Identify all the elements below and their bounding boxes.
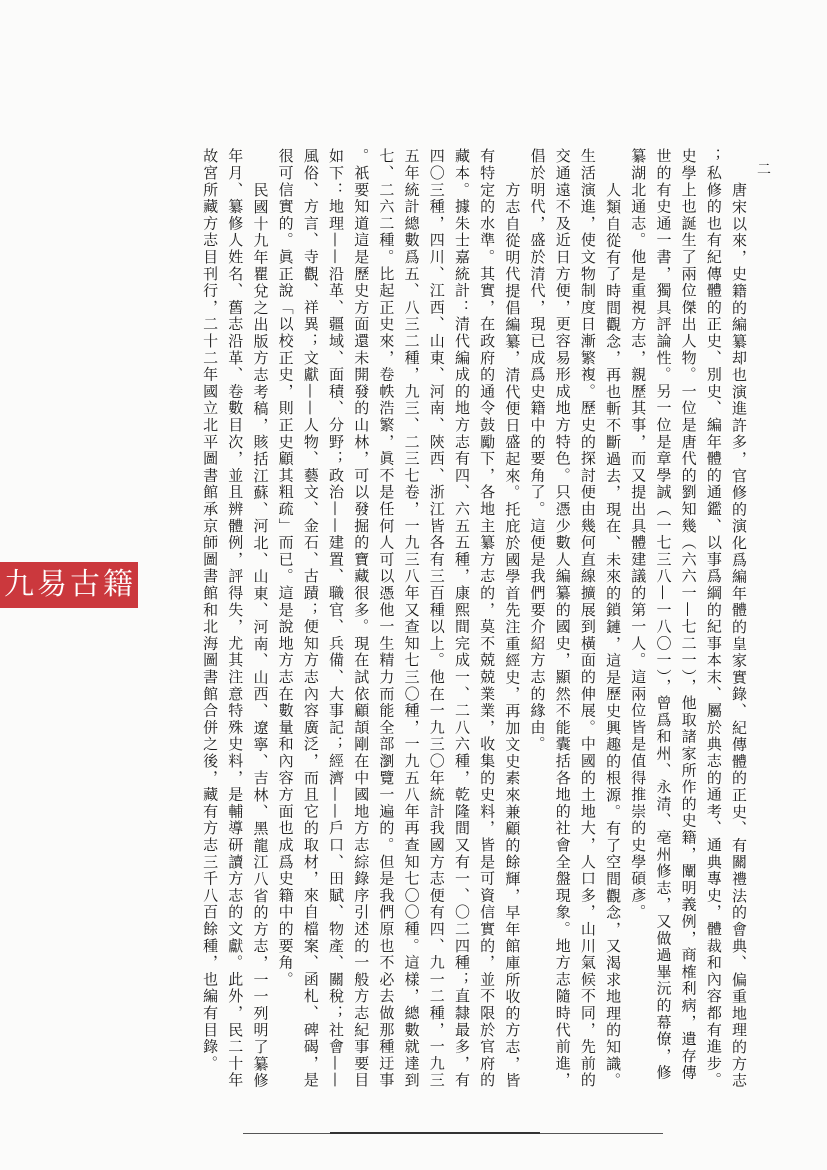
text-column: 很可信實的。眞正說「以校正史，則正史顧其粗疏」而已。這是說地方志在數量和內容方面也成爲史籍中的要角。	[276, 148, 295, 988]
text-column: 風俗、方言、寺觀、祥異；文獻——人物、藝文、金石、古蹟；便知方志內容廣泛，而且它的取材，來自檔案、函札、碑碣，是	[301, 148, 320, 1089]
text-column: 交通遠不及近日方便，更容易形成地方特色。只憑少數人編纂的國史，顯然不能囊括各地的社會全盤現象。地方志隨時代前進，	[553, 148, 572, 1089]
text-column: 民國十九年瞿兌之出版方志考稿，賅括江蘇、河北、山東、河南、山西、遼寧、吉林、黑龍江八省的方志，一一列明了纂修	[251, 181, 270, 1089]
text-column: 。祇要知道這是歷史方面還未開發的山林，可以發掘的寶藏很多。現在試依顧頡剛在中國地方志綜錄序引述的一般方志紀事要目	[352, 148, 371, 1089]
text-column: 人類自從有了時間觀念，再也斬不斷過去，現在、未來的鎖鏈，這是歷史興趣的根源。有了空間觀念，又渴求地理的知識。	[604, 181, 623, 1089]
text-column: 藏本。據朱士嘉統計：清代編成的地方志有四、六五五種，康熙間完成一、二八六種，乾隆間又有一、〇二四種；直隸最多，有	[452, 148, 471, 1089]
text-column: 方志自從明代提倡編纂，清代便日盛起來。托庇於國學首先注重經史，再加文史素來兼顧的餘輝，早年館庫所收的方志，皆	[503, 181, 522, 1089]
text-column: 年月、纂修人姓名、舊志沿革、卷數目次，並且辨體例，評得失，尤其注意特殊史料，是輔導研讀方志的文獻。此外，民二十年	[226, 148, 245, 1089]
body-text	[196, 148, 751, 1098]
text-column: 五年統計總數爲五、八三二種，九三、二三七卷，一九三八年又查知七三〇種，一九五八年再查知七〇〇種。這樣，總數就達到	[402, 148, 421, 1089]
text-column: 故宮所藏方志目刊行，二十二年國立北平圖書館承京師圖書館和北海圖書館合併之後，藏有方志三千八百餘種，也編有目錄。	[201, 148, 220, 1072]
text-column: 生活演進，使文物制度日漸繁複。歷史的探討便由幾何直線擴展到橫面的伸展。中國的土地大，人口多，山川氣候不同，先前的	[578, 148, 597, 1089]
footer-rule-accent	[330, 1132, 540, 1134]
text-column: 世的有史通一書，獨具評論性。另一位是章學誠（一七三八—一八〇一），曾爲和州、永清、亳州修志，又做過畢沅的幕僚，修	[654, 148, 673, 1082]
text-column: 七、二六二種。比起正史來，卷帙浩繁，眞不是任何人可以憑他一生精力而能全部瀏覽一遍的。但是我們原也不必去做那種迂事	[377, 148, 396, 1089]
text-column: ；私修的也有紀傳體的正史、別史、編年體的通鑑、以事爲綱的紀事本末、屬於典志的通考、通典專史，體裁和內容都有進步。	[704, 148, 723, 1089]
text-column: 纂湖北通志。他是重視方志，親歷其事，而又提出具體建議的第一人。這兩位皆是值得推崇的史學碩彥。	[629, 148, 648, 921]
text-column: 史學上也誕生了兩位傑出人物。一位是唐代的劉知幾（六六一—七二一），他取諸家所作的史籍，闡明義例，商榷利病，遺存傳	[679, 148, 698, 1082]
watermark: 九易古籍	[0, 562, 138, 608]
text-column: 倡於明代，盛於清代，現已成爲史籍中的要角了。這便是我們要介紹方志的緣由。	[528, 148, 547, 753]
text-column: 有特定的水準。其實，在政府的通令鼓勵下，各地主纂方志的，莫不兢兢業業，收集的史料，皆是可資信實的，並不限於官府的	[478, 148, 497, 1089]
text-column: 四〇三種，四川、江西、山東、河南、陝西、浙江皆各有三百種以上。他在一九三〇年統計我國方志便有四、九一二種，一九三	[427, 148, 446, 1089]
page-number: 二	[757, 162, 771, 178]
text-column: 如下：地理——沿革、疆域、面積、分野；政治——建置、職官、兵備、大事記；經濟——戶口、田賦、物產、關稅；社會——	[327, 148, 345, 1089]
text-column: 唐宋以來，史籍的編纂却也演進許多，官修的演化爲編年體的皇家實錄、紀傳體的正史、有關禮法的會典、偏重地理的方志	[730, 181, 748, 1089]
